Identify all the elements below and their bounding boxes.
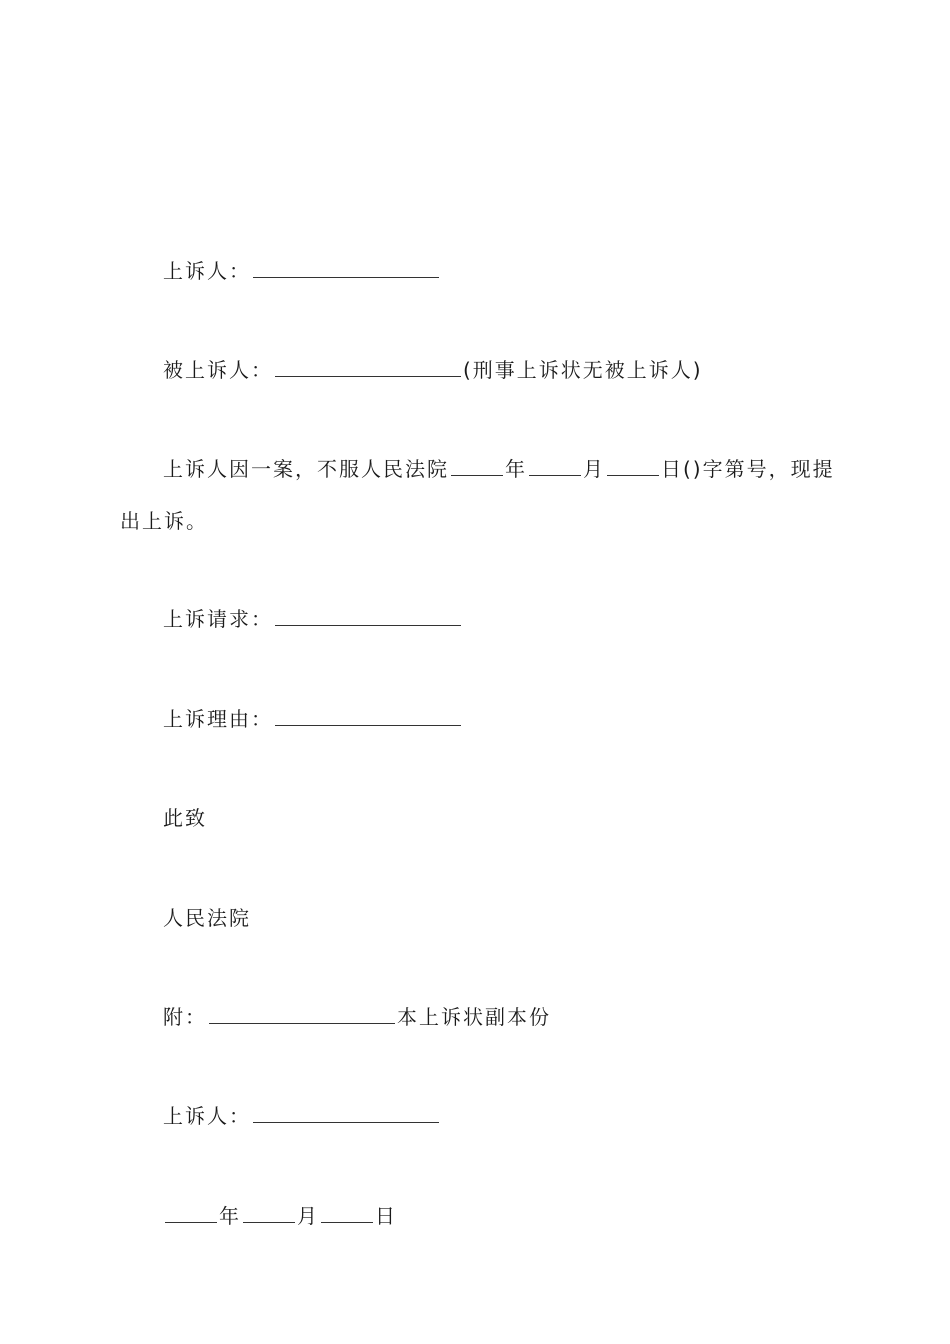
request-label: 上诉请求： <box>163 607 273 631</box>
judgment-month-blank[interactable] <box>529 457 581 476</box>
date-year-blank[interactable] <box>165 1204 217 1223</box>
appellee-note: (刑事上诉状无被上诉人) <box>463 358 703 382</box>
signature-blank[interactable] <box>253 1104 439 1123</box>
date-day: 日 <box>375 1204 397 1228</box>
signature-label: 上诉人： <box>163 1104 251 1128</box>
reason-blank[interactable] <box>275 707 461 726</box>
appellee-line <box>163 357 703 383</box>
date-line <box>163 1203 397 1229</box>
appellant-line <box>163 258 441 284</box>
reason-label: 上诉理由： <box>163 707 273 731</box>
judgment-day-blank[interactable] <box>607 457 659 476</box>
attachment-label: 附： <box>163 1005 207 1029</box>
attachment-line <box>163 1004 551 1030</box>
intro-day: 日 <box>661 457 683 481</box>
reason-line <box>163 706 463 732</box>
intro-paragraph <box>120 443 835 547</box>
judgment-year-blank[interactable] <box>451 457 503 476</box>
appellant-label: 上诉人： <box>163 259 251 283</box>
intro-month: 月 <box>583 457 605 481</box>
court-name: 人民法院 <box>163 906 251 930</box>
appellee-blank[interactable] <box>275 358 461 377</box>
intro-text-1: 上诉人因一案，不服人民法院 <box>163 457 449 481</box>
appellant-blank[interactable] <box>253 259 439 278</box>
date-month: 月 <box>297 1204 319 1228</box>
intro-year: 年 <box>505 457 527 481</box>
date-year: 年 <box>219 1204 241 1228</box>
attachment-suffix: 本上诉状副本份 <box>397 1005 551 1029</box>
request-line <box>163 606 463 632</box>
intro-text-2: ()字第号，现提出上诉。 <box>120 457 835 533</box>
signature-line <box>163 1103 441 1129</box>
attachment-blank[interactable] <box>209 1005 395 1024</box>
date-month-blank[interactable] <box>243 1204 295 1223</box>
appellee-label: 被上诉人： <box>163 358 273 382</box>
date-day-blank[interactable] <box>321 1204 373 1223</box>
salutation: 此致 <box>163 806 207 830</box>
request-blank[interactable] <box>275 607 461 626</box>
